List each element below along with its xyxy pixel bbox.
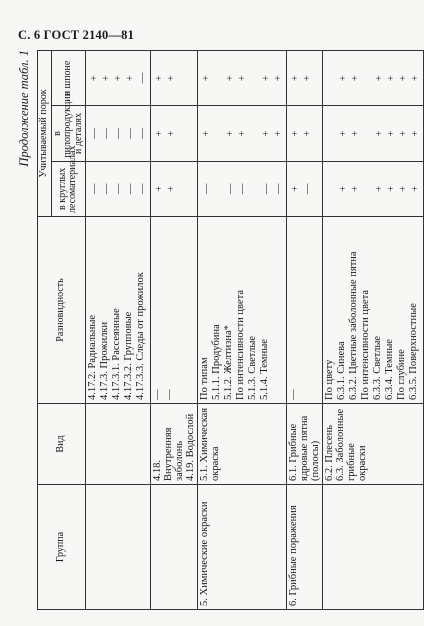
variety-line: 4.17.2. Радиальные [87, 314, 98, 400]
mark: + [113, 75, 124, 82]
vid-cell: 6.1. Грибные ядровые пятна (полосы) [287, 404, 323, 485]
mark: — [125, 128, 136, 139]
mark: — [101, 128, 112, 139]
veneer-cell [198, 51, 287, 106]
sawn-timber-cell [287, 106, 323, 161]
round-timber-cell [151, 161, 198, 216]
variety-line: 5.1.2. Желтизна* [223, 325, 235, 400]
variety-line: 6.3.1. Синева [336, 341, 348, 400]
mark: + [225, 75, 237, 82]
variety-line: 4.17.3.1. Рассеянные [111, 308, 122, 400]
mark: + [374, 130, 386, 137]
vid-cell [323, 404, 424, 485]
header-accounted-defect: Учитываемый порок [38, 51, 52, 217]
mark: + [410, 185, 422, 192]
header-variety: Разновидность [38, 217, 86, 404]
mark: + [273, 75, 285, 82]
table-row [151, 51, 198, 610]
mark [213, 165, 225, 213]
vid-text: 6.3. Заболонные грибные окраски [335, 408, 369, 481]
table-row [287, 51, 323, 610]
round-timber-cell [86, 161, 151, 216]
defects-table [37, 50, 424, 610]
mark: — [273, 183, 285, 195]
mark: + [237, 75, 249, 82]
mark: — [137, 128, 148, 139]
variety-line: По интенсивности цвета [360, 290, 372, 400]
mark: + [338, 75, 350, 82]
mark: + [154, 185, 165, 192]
variety-line: По интенсивности цвета [235, 290, 247, 400]
vid-text: 6.2. Плесень [324, 425, 336, 481]
mark: + [166, 75, 177, 82]
round-timber-cell [287, 161, 323, 216]
sawn-timber-cell [151, 106, 198, 161]
veneer-cell [287, 51, 323, 106]
variety-line: — [152, 389, 163, 400]
header-sawn-timber: в пилопродукции и деталях [51, 106, 86, 161]
mark: + [386, 185, 398, 192]
mark: — [237, 183, 249, 195]
sawn-timber-cell [86, 106, 151, 161]
mark: — [302, 183, 314, 195]
header-group: Группа [38, 485, 86, 610]
variety-cell [151, 217, 198, 404]
variety-line: По типам [199, 357, 211, 400]
mark: — [113, 128, 124, 139]
mark [249, 109, 261, 157]
mark: — [225, 183, 237, 195]
mark [213, 109, 225, 157]
mark: + [350, 75, 362, 82]
mark: + [374, 75, 386, 82]
variety-line: — [288, 389, 300, 400]
mark: + [302, 75, 314, 82]
variety-line: 6.3.4. Темные [384, 339, 396, 400]
mark: — [137, 72, 148, 84]
vid-text: 4.18. Внутренняя заболонь [152, 427, 186, 481]
variety-line: 5.1.4. Темные [259, 339, 271, 400]
table-row [86, 51, 151, 610]
mark: — [113, 183, 124, 195]
mark: + [398, 185, 410, 192]
table-row [323, 51, 424, 610]
variety-line: 6.3.2. Цветные заболонные пятна [348, 251, 360, 400]
mark: + [398, 130, 410, 137]
variety-cell [323, 217, 424, 404]
mark [249, 54, 261, 102]
mark: + [410, 130, 422, 137]
mark: + [338, 185, 350, 192]
mark: + [290, 130, 302, 137]
variety-line: 4.17.3. Прожилки [99, 321, 110, 400]
mark: + [125, 75, 136, 82]
group-cell: 5. Химические окраски [198, 485, 287, 610]
header-vid: Вид [38, 404, 86, 485]
variety-line: По глубине [396, 349, 408, 400]
page-header: С. 6 ГОСТ 2140—81 [18, 28, 135, 42]
veneer-cell [151, 51, 198, 106]
variety-line: 6.3.5. Поверхностные [408, 303, 420, 400]
group-cell [323, 485, 424, 610]
mark: — [89, 128, 100, 139]
sawn-timber-cell [198, 106, 287, 161]
mark: + [350, 130, 362, 137]
mark: + [166, 185, 177, 192]
mark: + [302, 130, 314, 137]
variety-line: 4.17.3.3. Следы от прожилок [135, 272, 146, 400]
veneer-cell [86, 51, 151, 106]
mark: — [137, 183, 148, 195]
veneer-cell [323, 51, 424, 106]
variety-cell [287, 217, 323, 404]
mark: + [225, 130, 237, 137]
mark: — [125, 183, 136, 195]
mark: — [101, 183, 112, 195]
variety-line: 5.1.1. Продубина [211, 324, 223, 400]
mark: + [261, 130, 273, 137]
header-round-timber: в круглых лесоматериалах [51, 161, 86, 216]
vid-cell [151, 404, 198, 485]
variety-line: По цвету [324, 359, 336, 400]
mark: — [261, 183, 273, 195]
mark: + [290, 185, 302, 192]
mark: + [374, 185, 386, 192]
mark: + [166, 130, 177, 137]
mark: + [398, 75, 410, 82]
mark: + [201, 130, 213, 137]
mark: + [290, 75, 302, 82]
group-cell: 6. Грибные поражения [287, 485, 323, 610]
variety-line: 6.3.3. Светлые [372, 335, 384, 400]
mark [249, 165, 261, 213]
mark: + [201, 75, 213, 82]
mark: + [237, 130, 249, 137]
mark: — [89, 183, 100, 195]
group-cell [86, 485, 151, 610]
variety-cell [86, 217, 151, 404]
round-timber-cell [198, 161, 287, 216]
mark: + [101, 75, 112, 82]
variety-cell [198, 217, 287, 404]
mark: + [350, 185, 362, 192]
mark: + [386, 130, 398, 137]
variety-line: — [164, 389, 175, 400]
sawn-timber-cell [323, 106, 424, 161]
mark: + [261, 75, 273, 82]
variety-line: 4.17.3.2. Групповые [123, 311, 134, 400]
table-caption: Продолжение табл. 1 [17, 50, 31, 167]
mark: + [338, 130, 350, 137]
group-cell [151, 485, 198, 610]
mark: + [386, 75, 398, 82]
table-row [198, 51, 287, 610]
mark [213, 54, 225, 102]
vid-text: 4.19. Водослой [185, 413, 197, 481]
mark: + [154, 75, 165, 82]
variety-line: 5.1.3. Светлые [247, 335, 259, 400]
round-timber-cell [323, 161, 424, 216]
rotated-table-page [17, 50, 422, 610]
mark: — [201, 183, 213, 195]
vid-cell: 5.1. Химическая окраска [198, 404, 287, 485]
vid-cell [86, 404, 151, 485]
mark: + [154, 130, 165, 137]
mark: + [273, 130, 285, 137]
header-veneer: в шпоне [51, 51, 86, 106]
mark: + [410, 75, 422, 82]
mark: + [89, 75, 100, 82]
